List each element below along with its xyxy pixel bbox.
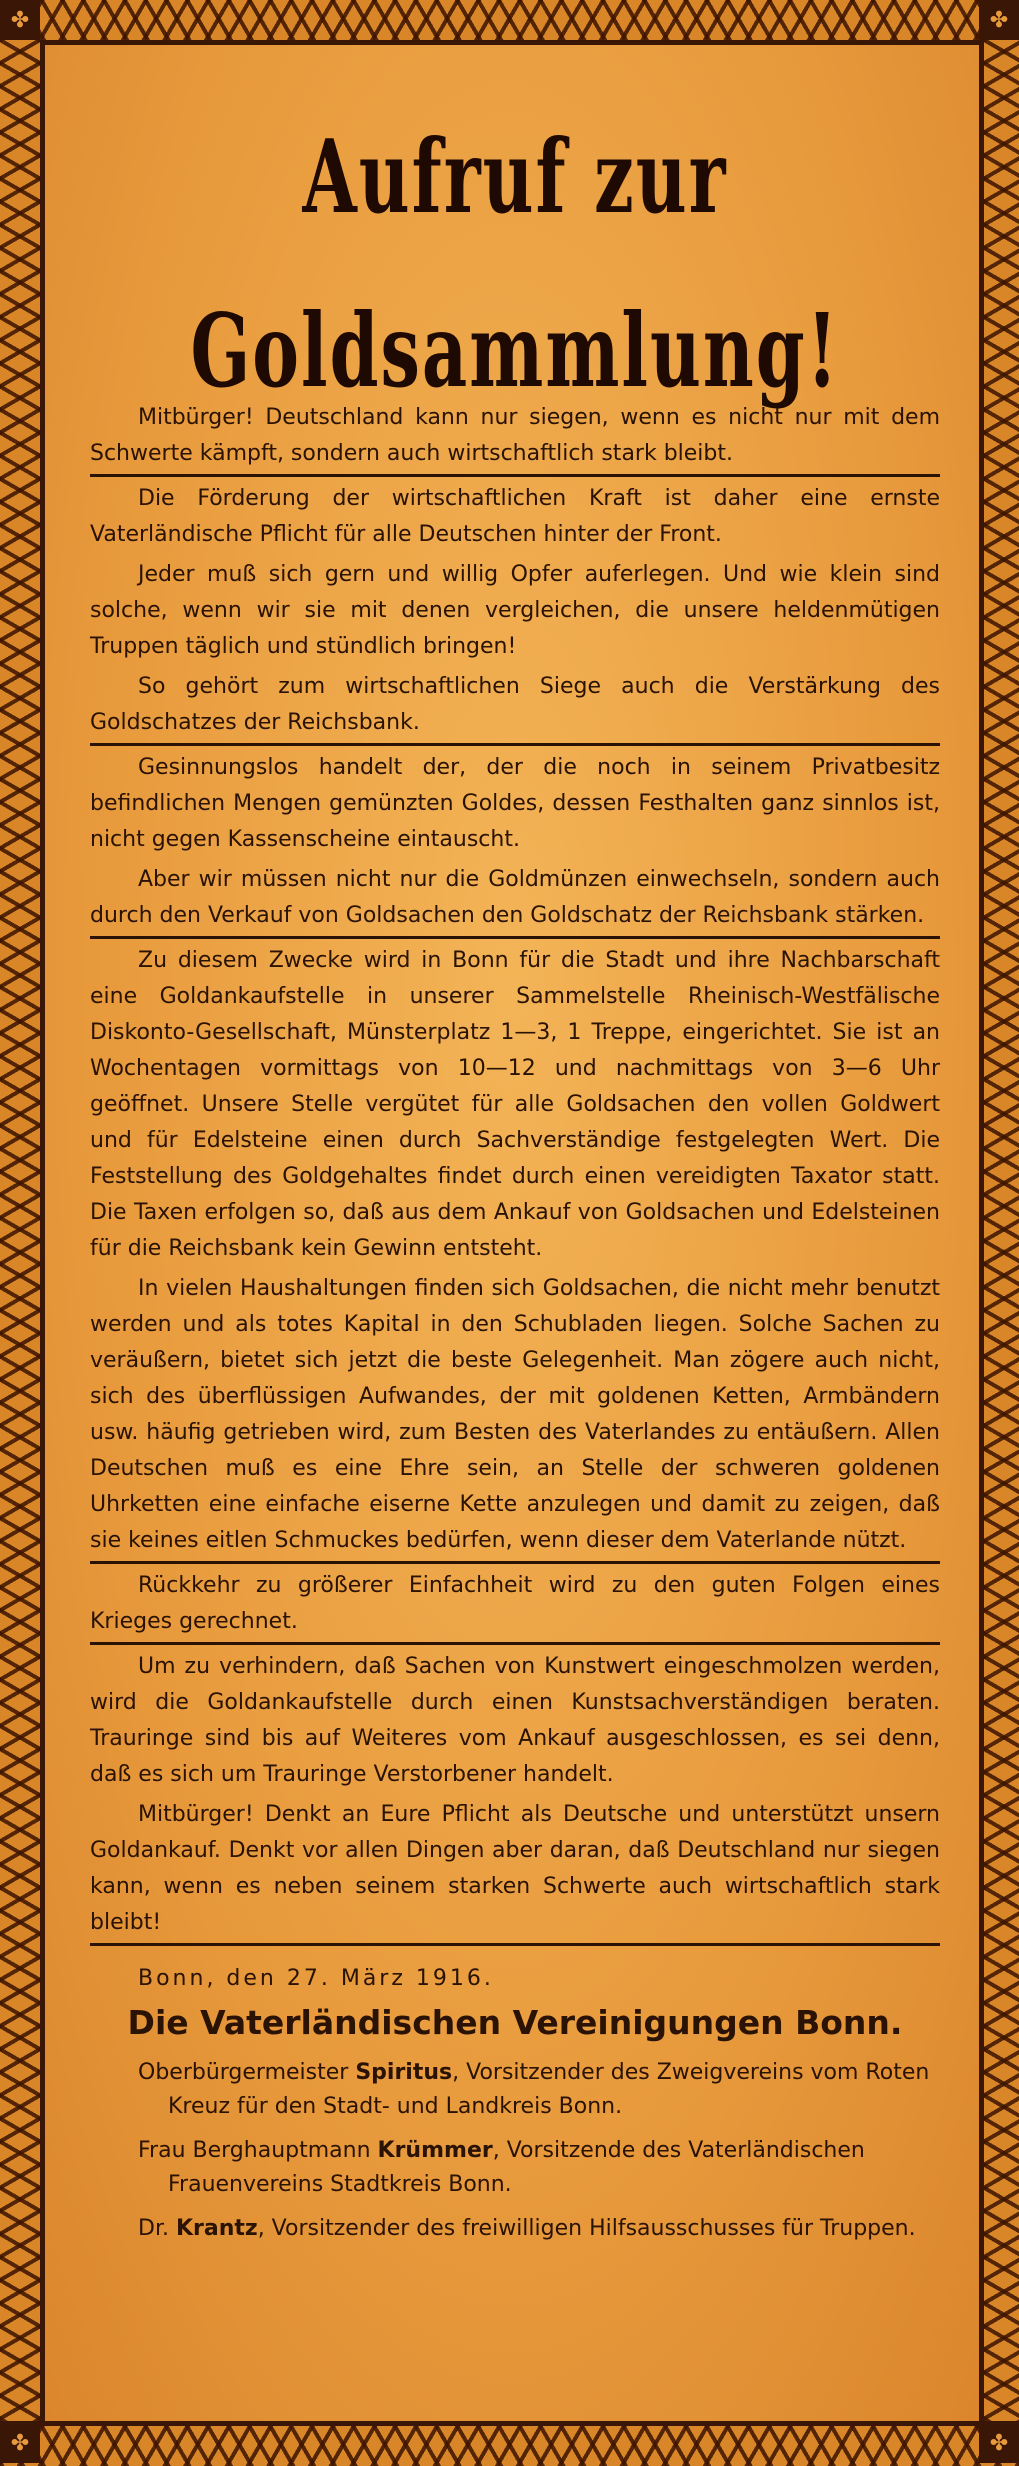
paragraph <box>90 862 940 939</box>
paragraph <box>90 1568 940 1645</box>
paragraph <box>90 481 940 553</box>
ornament-border-top <box>0 0 1019 45</box>
signatory-name: Krümmer <box>377 2138 493 2163</box>
corner-ornament-icon: ✤ <box>0 2423 40 2463</box>
paragraph <box>90 669 940 746</box>
paragraph-text: Um zu verhindern, daß Sachen von Kunstwert eingeschmolzen werden, wird die Goldankaufstelle durch einen Kunstsachverständigen beraten. Trauringe sind bis auf Weiteres vom Ankauf ausgeschlossen, es sei denn, daß es sich um Trauringe Verstorbener handelt. <box>90 1654 940 1787</box>
signatory-title: Frau Berghauptmann <box>138 2138 378 2163</box>
signatory-role: , Vorsitzender des freiwilligen Hilfsausschusses für Truppen. <box>257 2216 916 2241</box>
paragraph <box>90 1271 940 1564</box>
signatory-role: , Vorsitzende des Vaterländischen Frauenvereins Stadtkreis Bonn. <box>168 2138 865 2197</box>
ornament-border-bottom <box>0 2421 1019 2466</box>
corner-ornament-icon: ✤ <box>979 2423 1019 2463</box>
signatory <box>138 2056 940 2124</box>
paragraph-text: Mitbürger! Denkt an Eure Pflicht als Deutsche und unterstützt unsern Goldankauf. Denkt vor allen Dingen aber daran, daß Deutschland nur siegen kann, wenn es neben seinem starken Schwerte auch wirtschaftlich stark bleibt! <box>90 1802 940 1935</box>
paragraph <box>90 750 940 858</box>
paragraph-text: Rückkehr zu größerer Einfachheit wird zu den guten Folgen eines Krieges gerechnet. <box>90 1573 940 1634</box>
poster-title: Aufruf zur Goldsammlung! <box>190 116 840 411</box>
paragraph-text: So gehört zum wirtschaftlichen Siege auch die Verstärkung des Goldschatzes der Reichsbank. <box>90 674 940 735</box>
paragraph <box>90 557 940 665</box>
paragraph-text: Die Förderung der wirtschaftlichen Kraft ist daher eine ernste Vaterländische Pflicht für alle Deutschen hinter der Front. <box>90 486 940 547</box>
paragraph <box>90 1649 940 1793</box>
signatory-title: Oberbürgermeister <box>138 2060 356 2085</box>
paragraph-text: Gesinnungslos handelt der, der die noch in seinem Privatbesitz befindlichen Mengen gemünzten Goldes, dessen Festhalten ganz sinnlos ist, nicht gegen Kassenscheine eintauscht. <box>90 755 940 852</box>
signatory <box>138 2134 940 2202</box>
signatory-name: Krantz <box>175 2216 258 2241</box>
paragraph-text: Aber wir müssen nicht nur die Goldmünzen einwechseln, sondern auch durch den Verkauf von Goldsachen den Goldschatz der Reichsbank stärken. <box>90 867 940 928</box>
paragraphs <box>90 400 940 1946</box>
signatory-title: Dr. <box>138 2216 176 2241</box>
paragraph-text: In vielen Haushaltungen finden sich Goldsachen, die nicht mehr benutzt werden und als totes Kapital in den Schubladen liegen. Solche Sachen zu veräußern, bietet sich jetzt die beste Gelegenheit. Man zögere auch nicht, sich des überflüssigen Aufwandes, der mit goldenen Ketten, Armbändern usw. häufig getrieben wird, zum Besten des Vaterlandes zu entäußern. Allen Deutschen muß es eine Ehre sein, an Stelle der schweren goldenen Uhrketten eine einfache eiserne Kette anzulegen und damit zu zeigen, daß sie keines eitlen Schmuckes bedürfen, wenn dieser dem Vaterlande nützt. <box>90 1276 940 1553</box>
signatory <box>138 2212 940 2246</box>
signatories <box>90 2056 940 2246</box>
ornament-border-right <box>979 40 1019 2421</box>
dateline: Bonn, den 27. März 1916. <box>138 1966 494 1991</box>
paragraph <box>90 1797 940 1946</box>
paragraph-text: Zu diesem Zwecke wird in Bonn für die Stadt und ihre Nachbarschaft eine Goldankaufstelle in unserer Sammelstelle Rheinisch-Westfälische Diskonto-Gesellschaft, Münsterplatz 1—3, 1 Treppe, eingerichtet. Sie ist an Wochentagen vormittags von 10—12 und nachmittags von 3—6 Uhr geöffnet. Unsere Stelle vergütet für alle Goldsachen den vollen Goldwert und für Edelsteine einen durch Sachverständige festgelegten Wert. Die Feststellung des Goldgehaltes findet durch einen vereidigten Taxator statt. Die Taxen erfolgen so, daß aus dem Ankauf von Goldsachen und Edelsteinen für die Reichsbank kein Gewinn entsteht. <box>90 948 940 1261</box>
paragraph-text: Jeder muß sich gern und willig Opfer auferlegen. Und wie klein sind solche, wenn wir sie mit denen vergleichen, die unsere heldenmütigen Truppen täglich und stündlich bringen! <box>90 562 940 659</box>
ornament-border-left <box>0 40 45 2421</box>
poster-content <box>90 60 940 2256</box>
paragraph <box>90 943 940 1267</box>
corner-ornament-icon: ✤ <box>979 0 1019 40</box>
signatory-name: Spiritus <box>355 2060 453 2085</box>
paragraph-text: Mitbürger! Deutschland kann nur siegen, wenn es nicht nur mit dem Schwerte kämpft, sondern auch wirtschaftlich stark bleibt. <box>90 405 940 466</box>
signatory-role: , Vorsitzender des Zweigvereins vom Roten Kreuz für den Stadt- und Landkreis Bonn. <box>168 2060 930 2119</box>
organization-name: Die Vaterländischen Vereinigungen Bonn. <box>127 2003 903 2042</box>
corner-ornament-icon: ✤ <box>0 0 40 40</box>
